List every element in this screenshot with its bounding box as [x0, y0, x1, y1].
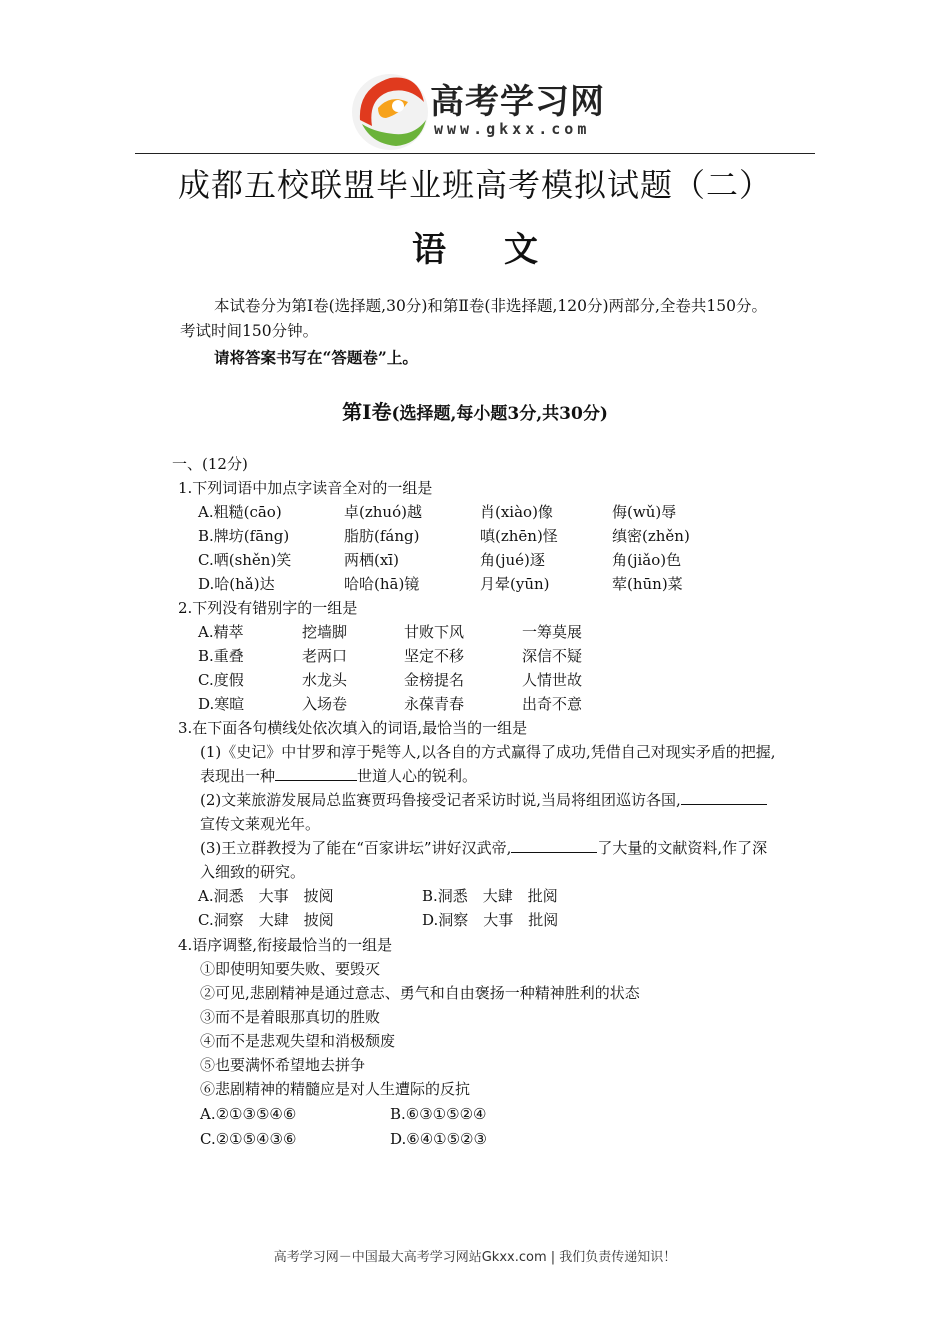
q3-s1-line-1: (1)《史记》中甘罗和淳于髡等人,以各自的方式赢得了成功,凭借自己对现实矛盾的把握,: [200, 743, 776, 761]
q2-row-d: [198, 692, 848, 716]
q3-s3-line-2: 入细致的研究。: [200, 863, 306, 881]
q1-d-4: 荤(hūn)菜: [612, 575, 683, 593]
q3-option-b: B.洞悉 大肆 批阅: [422, 887, 558, 905]
page-footer: 高考学习网－中国最大高考学习网站Gkxx.com | 我们负责传递知识！: [273, 1250, 677, 1265]
intro-line-2: 考试时间150分钟。: [180, 322, 319, 340]
q1-d-2: 哈哈(hā)镜: [344, 575, 420, 593]
q1-c-2: 两栖(xī): [344, 551, 399, 569]
page-title: 成都五校联盟毕业班高考模拟试题（二）: [177, 166, 772, 204]
section-heading: 一、(12分): [172, 455, 248, 473]
q4-options-row-1: [200, 1102, 850, 1126]
logo-name: 高考学习网: [430, 82, 605, 122]
answer-note: 请将答案书写在“答题卷”上。: [214, 348, 418, 367]
q2-a-1: A.精萃: [198, 623, 244, 641]
subject-char-1: 语: [412, 230, 446, 270]
q1-row-c: [198, 548, 848, 572]
q1-b-1: B.牌坊(fāng): [198, 527, 290, 545]
q2-c-1: C.度假: [198, 671, 244, 689]
q2-d-3: 永葆青春: [404, 695, 465, 713]
header-rule: [135, 153, 815, 154]
q2-a-3: 甘败下风: [404, 623, 465, 641]
q1-row-a: [198, 500, 848, 524]
q1-b-2: 脂肪(fáng): [344, 527, 420, 545]
q1-c-4: 角(jiǎo)色: [612, 551, 682, 569]
subject-char-2: 文: [504, 230, 538, 270]
q3-s3-pre: (3)王立群教授为了能在“百家讲坛”讲好汉武帝,: [200, 839, 512, 857]
q4-item-5: ⑤也要满怀希望地去拼争: [200, 1056, 366, 1074]
q2-b-3: 坚定不移: [404, 647, 465, 665]
q1-row-d: [198, 572, 848, 596]
q2-d-2: 入场卷: [302, 695, 348, 713]
q4-option-a: A.②①③⑤④⑥: [200, 1105, 297, 1123]
q3-s2-text: (2)文莱旅游发展局总监赛贾玛鲁接受记者采访时说,当局将组团巡访各国,: [200, 791, 681, 809]
q1-a-2: 卓(zhuó)越: [344, 503, 422, 521]
q1-c-1: C.哂(shěn)笑: [198, 551, 292, 569]
q3-s1-post: 世道人心的锐利。: [357, 767, 478, 785]
logo-emblem-icon: [348, 68, 432, 152]
q2-c-3: 金榜提名: [404, 671, 465, 689]
q1-c-3: 角(jué)逐: [480, 551, 545, 569]
site-logo: [348, 68, 618, 152]
q3-s1-line-2: [200, 764, 477, 788]
q4-item-4: ④而不是悲观失望和消极颓废: [200, 1032, 396, 1050]
q1-d-1: D.哈(hǎ)达: [198, 575, 275, 593]
q4-stem: 4.语序调整,衔接最恰当的一组是: [178, 936, 393, 954]
q3-option-a: A.洞悉 大事 披阅: [198, 887, 334, 905]
exam-intro: [180, 294, 870, 344]
part-main: 第Ⅰ卷: [342, 400, 392, 424]
logo-url: www.gkxx.com: [434, 120, 591, 138]
q3-options-row-2: [198, 908, 848, 932]
q2-b-2: 老两口: [302, 647, 348, 665]
subject-title: [0, 222, 950, 271]
q2-c-4: 人情世故: [522, 671, 583, 689]
q1-b-3: 嗔(zhēn)怪: [480, 527, 558, 545]
q4-item-6: ⑥悲剧精神的精髓应是对人生遭际的反抗: [200, 1080, 471, 1098]
q4-option-d: D.⑥④①⑤②③: [390, 1130, 487, 1148]
q4-option-b: B.⑥③①⑤②④: [390, 1105, 487, 1123]
q3-option-d: D.洞察 大事 批阅: [422, 911, 559, 929]
q2-d-1: D.寒暄: [198, 695, 245, 713]
q1-a-3: 肖(xiào)像: [480, 503, 553, 521]
q4-item-3: ③而不是着眼那真切的胜败: [200, 1008, 381, 1026]
q3-s3-post: 了大量的文献资料,作了深: [597, 839, 768, 857]
q2-row-a: [198, 620, 848, 644]
q2-a-4: 一筹莫展: [522, 623, 583, 641]
q3-blank-1: [275, 765, 357, 781]
q2-d-4: 出奇不意: [522, 695, 583, 713]
q1-stem: 1.下列词语中加点字读音全对的一组是: [178, 479, 433, 497]
q3-blank-2: [681, 789, 767, 805]
q2-b-4: 深信不疑: [522, 647, 583, 665]
q1-b-4: 缜密(zhěn): [612, 527, 690, 545]
q3-s2-line-2: 宣传文莱观光年。: [200, 815, 321, 833]
q2-stem: 2.下列没有错别字的一组是: [178, 599, 358, 617]
q4-option-c: C.②①⑤④③⑥: [200, 1130, 297, 1148]
q3-stem: 3.在下面各句横线处依次填入的词语,最恰当的一组是: [178, 719, 528, 737]
q3-s2-line-1: [200, 788, 767, 812]
intro-line-1: 本试卷分为第Ⅰ卷(选择题,30分)和第Ⅱ卷(非选择题,120分)两部分,全卷共150分。: [214, 297, 768, 315]
q1-row-b: [198, 524, 848, 548]
q3-s3-line-1: [200, 836, 767, 860]
q4-item-1: ①即使明知要失败、要毁灭: [200, 960, 381, 978]
q3-blank-3: [511, 837, 597, 853]
q1-a-1: A.粗糙(cāo): [198, 503, 282, 521]
part-sub: (选择题,每小题3分,共30分): [391, 404, 608, 424]
q3-options-row-1: [198, 884, 848, 908]
q2-row-c: [198, 668, 848, 692]
part-heading: [0, 396, 950, 425]
q2-c-2: 水龙头: [302, 671, 348, 689]
q3-option-c: C.洞察 大肆 披阅: [198, 911, 334, 929]
q1-d-3: 月晕(yūn): [480, 575, 550, 593]
q2-b-1: B.重叠: [198, 647, 244, 665]
q2-row-b: [198, 644, 848, 668]
q4-options-row-2: [200, 1127, 850, 1151]
q3-s1-pre: 表现出一种: [200, 767, 276, 785]
q2-a-2: 挖墙脚: [302, 623, 348, 641]
q1-a-4: 侮(wǔ)辱: [612, 503, 677, 521]
q4-item-2: ②可见,悲剧精神是通过意志、勇气和自由褒扬一种精神胜利的状态: [200, 984, 640, 1002]
